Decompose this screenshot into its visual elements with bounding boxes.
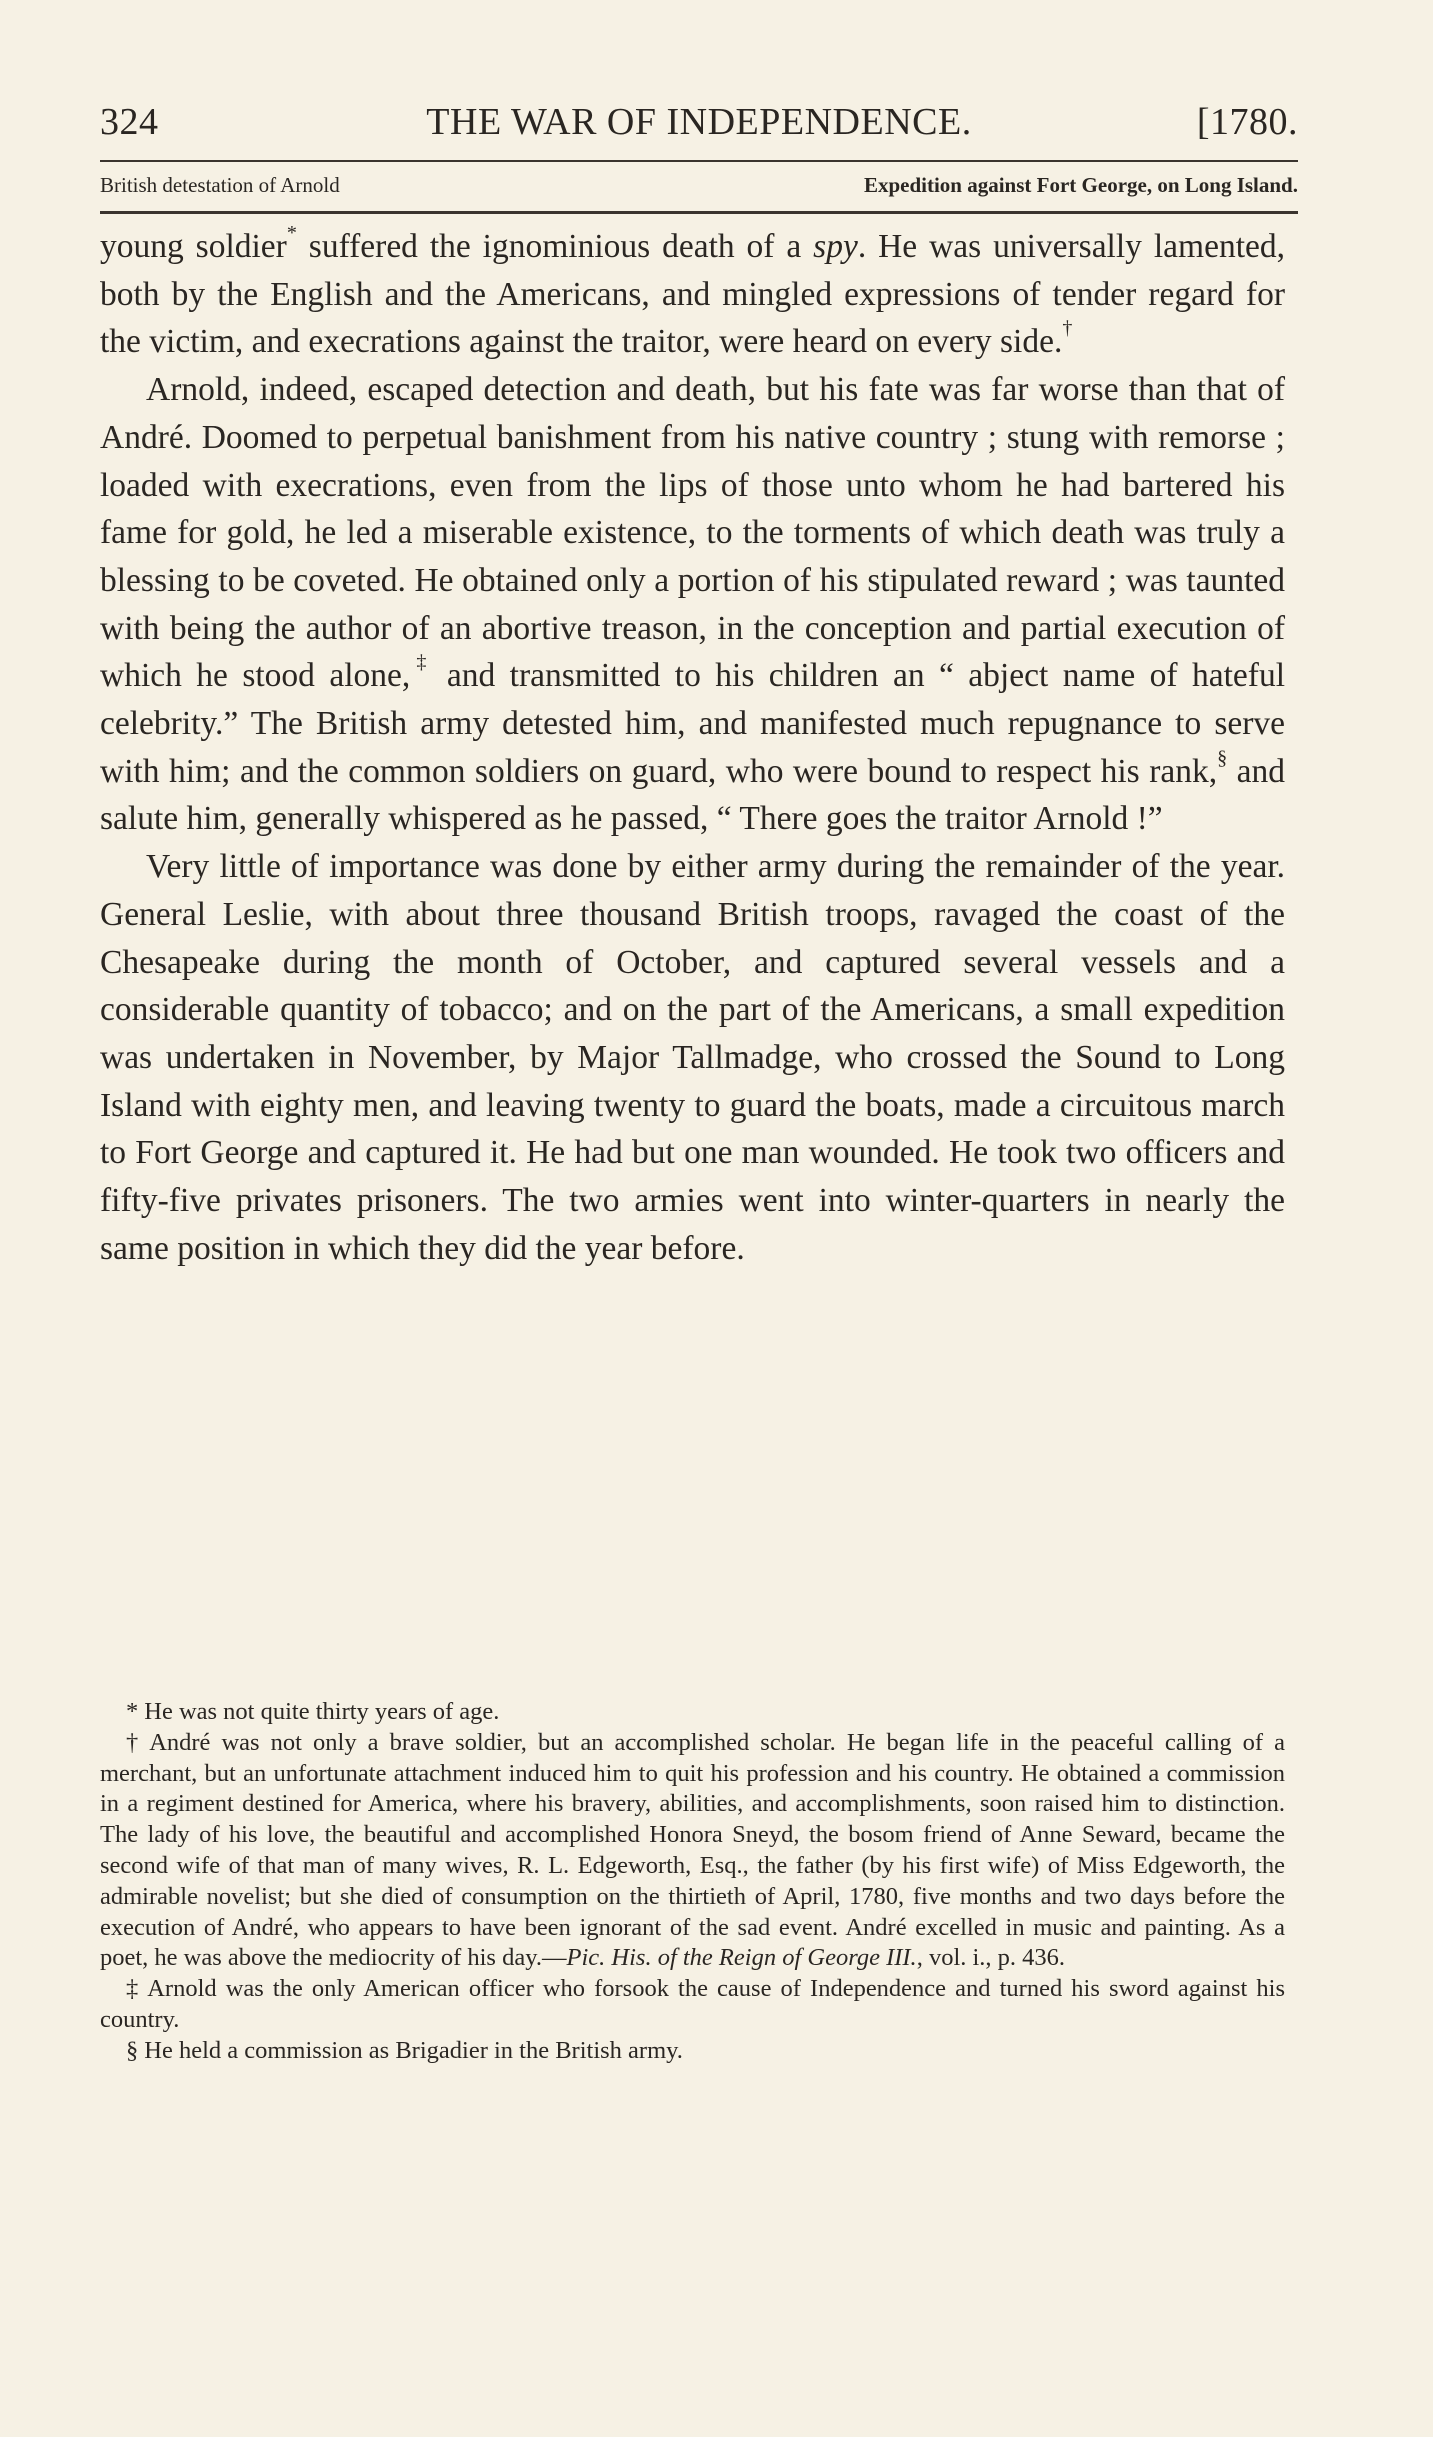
paragraph-3: Very little of importance was done by either army during the remainder of the year. General Leslie, with about three thousand British troops, ravaged the coast of the Chesapeake during the month of October, and captured several vessels and a considerable quantity of tobacco; and on the part of the Americans, a small expedition was undertaken in November, by Major Tallmadge, who crossed the Sound to Long Island with eighty men, and leaving twenty to guard the boats, made a circuitous march to Fort George and captured it. He had but one man wounded. He took two officers and fifty-five privates prisoners. The two armies went into winter-quarters in nearly the same position in which they did the year before.	[100, 848, 1285, 1267]
footnote-3	[100, 1974, 1285, 2036]
paragraph-1-a: young soldier	[100, 228, 287, 265]
footnote-4	[100, 2036, 1285, 2067]
footnote-2-source: Pic. His. of the Reign of George III.	[566, 1944, 917, 1972]
running-head	[100, 100, 1298, 156]
paragraph-1-b: suffered the ignominious death of a	[296, 228, 814, 265]
header-rule-bottom	[100, 211, 1298, 214]
footnote-1	[100, 1697, 1285, 1728]
paragraph-2-c: and salute him, generally whispered as he passed, “ There goes the traitor Arnold !”	[100, 752, 1285, 838]
footnote-1-mark: *	[126, 1698, 139, 1725]
body-text	[100, 223, 1285, 1272]
paragraph-2-a: Arnold, indeed, escaped detection and death, but his fate was far worse than that of André. Doomed to perpetual banishment from his native country ; stung with remorse ; loaded with execrations, even from the lips of those unto whom he had bartered his fame for gold, he led a miserable existence, to the torments of which death was truly a blessing to be coveted. He obtained only a portion of his stipulated reward ; was taunted with being the author of an abortive treason, in the conception and partial execution of which he stood alone,	[100, 371, 1285, 695]
running-year: [1780.	[1196, 101, 1298, 143]
shoulder-note-left: British detestation of Arnold	[100, 173, 340, 197]
footnote-marker-section: §	[1217, 746, 1228, 769]
footnote-2	[100, 1728, 1285, 1974]
running-title: THE WAR OF INDEPENDENCE.	[426, 101, 972, 143]
footnote-3-text: Arnold was the only American officer who forsook the cause of Independence and turned his sword against his country.	[100, 1975, 1286, 2033]
shoulder-notes	[100, 173, 1298, 205]
paragraph-1	[100, 223, 1285, 366]
footnote-2-text: André was not only a brave soldier, but an accomplished scholar. He began life in the peaceful calling of a merchant, but an unfortunate attachment induced him to quit his profession and his country. He obtained a commission in a regiment destined for America, where his bravery, abilities, and accomplishments, soon raised him to distinction. The lady of his love, the beautiful and accomplished Honora Sneyd, the bosom friend of Anne Seward, became the second wife of that man of many wives, R. L. Edgeworth, Esq., the father (by his first wife) of Miss Edgeworth, the admirable novelist; but she died of consumption on the thirtieth of April, 1780, five months and two days before the execution of André, who appears to have been ignorant of the sad event. André excelled in music and painting. As a poet, he was above the mediocrity of his day.—	[100, 1728, 1286, 1972]
paragraph-2-b: and transmitted to his children an “ abject name of hateful celebrity.” The British army detested him, and manifested much repugnance to serve with him; and the common soldiers on guard, who were bound to respect his rank,	[100, 657, 1286, 790]
footnote-marker-double-dagger: ‡	[410, 651, 433, 674]
footnotes	[100, 1697, 1285, 2067]
page-number: 324	[100, 101, 159, 143]
paragraph-1-emphasis: spy	[813, 228, 858, 265]
shoulder-note-right: Expedition against Fort George, on Long Island.	[863, 173, 1298, 197]
footnote-3-mark: ‡	[126, 1975, 142, 2003]
footnote-1-text: He was not quite thirty years of age.	[144, 1698, 500, 1725]
footnote-4-mark: §	[126, 2036, 139, 2064]
footnote-2-source-rest: , vol. i., p. 436.	[916, 1944, 1066, 1972]
footnote-marker-star: *	[286, 221, 297, 244]
paragraph-1-c: . He was universally lamented, both by the English and the Americans, and mingled expressions of tender regard for the victim, and execrations against the traitor, were heard on every side.	[100, 228, 1285, 361]
footnote-marker-dagger: †	[1062, 317, 1073, 340]
paragraph-2	[100, 366, 1285, 843]
footnote-4-text: He held a commission as Brigadier in the British army.	[144, 2036, 683, 2064]
header-rule-top	[100, 160, 1298, 162]
footnote-2-mark: †	[126, 1728, 144, 1756]
